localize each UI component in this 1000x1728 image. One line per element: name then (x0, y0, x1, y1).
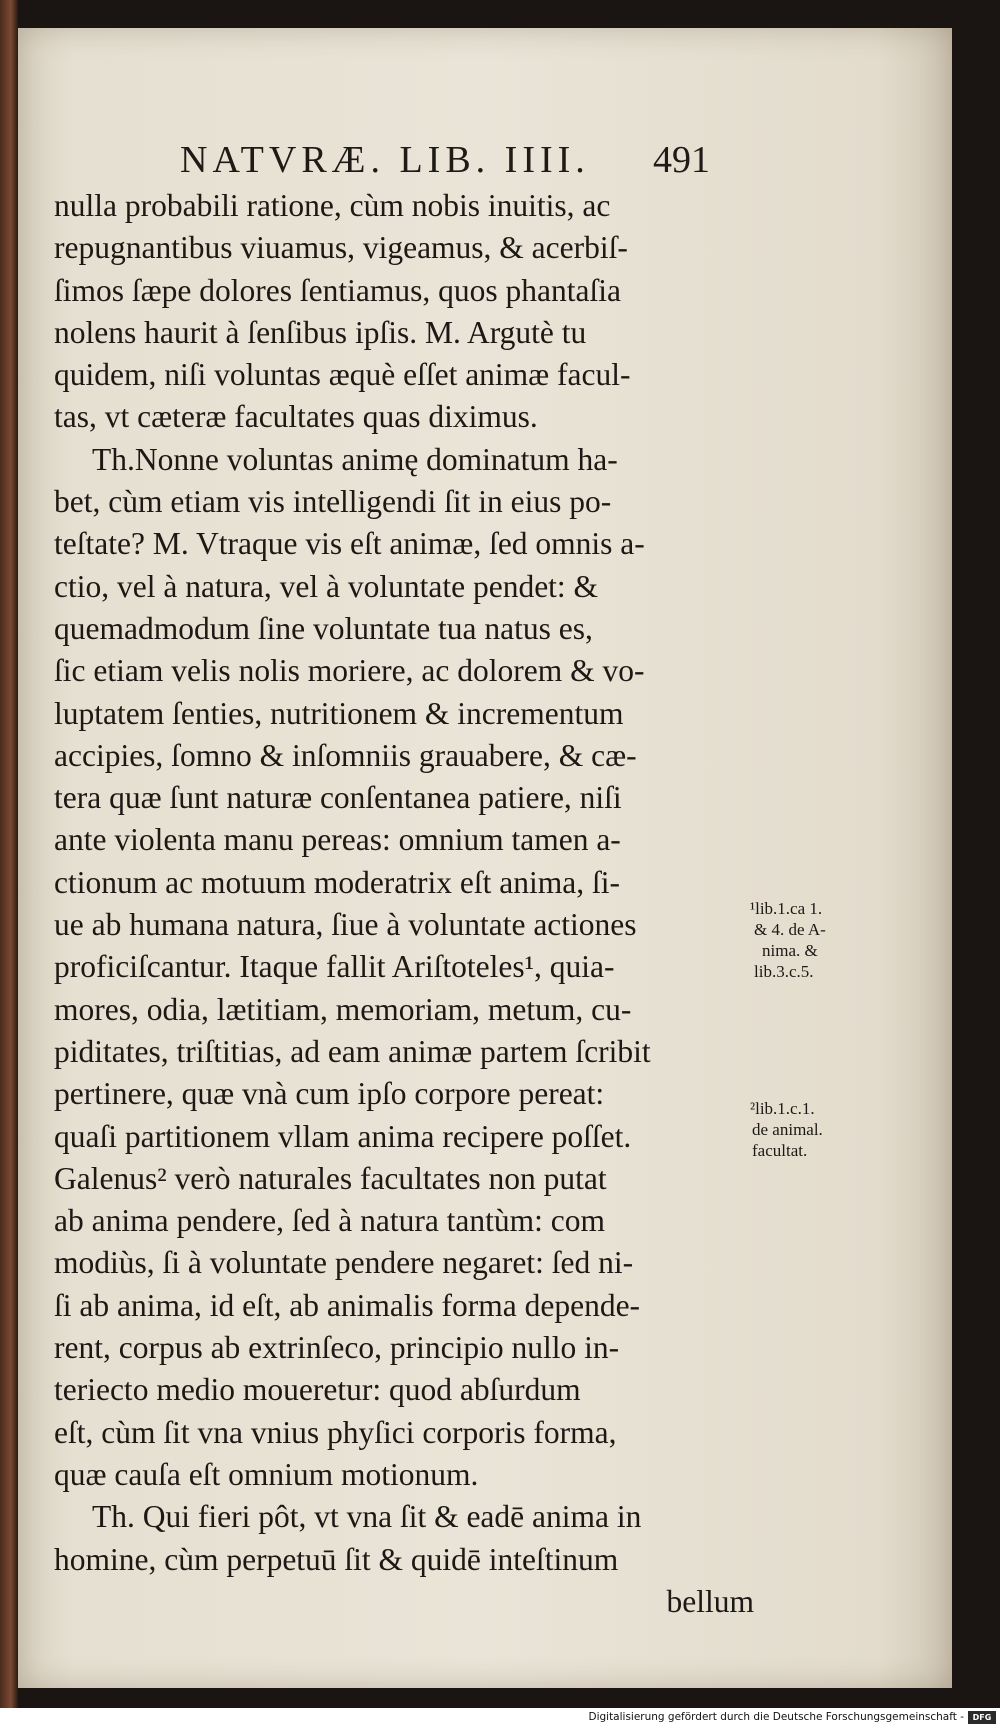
marginal-line: ¹lib.1.ca 1. (750, 899, 823, 918)
book-page (18, 28, 952, 1688)
marginal-line: de animal. (752, 1120, 823, 1139)
text-line: Galenus² verò naturales facultates non putat (54, 1160, 607, 1196)
text-line: rent, corpus ab extrinſeco, principio nullo in- (54, 1330, 620, 1366)
text-line: mores, odia, lætitiam, memoriam, metum, cu- (54, 991, 632, 1027)
book-binding-edge (0, 0, 18, 1708)
text-line: teriecto medio moueretur: quod abſurdum (54, 1372, 581, 1408)
funding-credit: Digitalisierung gefördert durch die Deutsche Forschungsgemeinschaft - (588, 1711, 964, 1723)
text-line: Th.Nonne voluntas animę dominatum ha- (92, 441, 618, 477)
text-line: ctionum ac motuum moderatrix eſt anima, ſi- (54, 864, 620, 900)
marginal-line: & 4. de A- (754, 920, 826, 939)
text-line: quemadmodum ſine voluntate tua natus es, (54, 610, 593, 646)
text-line: proficiſcantur. Itaque fallit Ariſtoteles¹, quia- (54, 949, 615, 985)
marginal-line: nima. & (762, 941, 818, 960)
body-text (54, 185, 754, 1623)
text-line: eſt, cùm ſit vna vnius phyſici corporis forma, (54, 1414, 617, 1450)
catchword: bellum (666, 1583, 754, 1619)
text-line: accipies, ſomno & inſomniis grauabere, & cæ- (54, 737, 637, 773)
text-line: luptatem ſenties, nutritionem & incrementum (54, 695, 624, 731)
marginal-line: ²lib.1.c.1. (750, 1099, 815, 1118)
text-line: ſimos ſæpe dolores ſentiamus, quos phantaſia (54, 272, 621, 308)
text-line: quidem, niſi voluntas æquè eſſet animæ facul- (54, 357, 631, 393)
text-line: teſtate? M. Vtraque vis eſt animæ, ſed omnis a- (54, 526, 645, 562)
text-line: Th. Qui fieri pôt, vt vna ſit & eadē anima in (92, 1499, 642, 1535)
text-line: ctio, vel à natura, vel à voluntate pendet: & (54, 568, 599, 604)
dfg-logo: DFG (968, 1711, 996, 1724)
text-line: ante violenta manu pereas: omnium tamen a- (54, 822, 621, 858)
page-number: 491 (653, 139, 710, 181)
text-line: ue ab humana natura, ſiue à voluntate actiones (54, 907, 637, 943)
text-line: pertinere, quæ vnà cum ipſo corpore pereat: (54, 1076, 605, 1112)
text-line: bet, cùm etiam vis intelligendi ſit in eius po- (54, 484, 612, 520)
running-head-title: NATVRÆ. LIB. IIII. (180, 139, 590, 181)
text-line: ſi ab anima, id eſt, ab animalis forma depende- (54, 1287, 641, 1323)
text-line: ab anima pendere, ſed à natura tantùm: com (54, 1203, 606, 1239)
text-line: quæ cauſa eſt omnium motionum. (54, 1456, 479, 1492)
text-line: modiùs, ſi à voluntate pendere negaret: ſed ni- (54, 1245, 634, 1281)
text-line: tas, vt cæteræ facultates quas diximus. (54, 399, 538, 435)
running-head (18, 138, 952, 188)
marginal-line: lib.3.c.5. (754, 962, 814, 981)
marginal-note-aristotle (750, 898, 950, 982)
marginal-line: facultat. (752, 1141, 808, 1160)
marginal-note-galen (750, 1098, 950, 1161)
text-line: tera quæ ſunt naturæ conſentanea patiere, niſi (54, 780, 622, 816)
text-line: ſic etiam velis nolis moriere, ac dolorem & vo- (54, 653, 645, 689)
text-line: homine, cùm perpetuū ſit & quidē inteſtinum (54, 1541, 619, 1577)
text-line: nulla probabili ratione, cùm nobis inuitis, ac (54, 188, 611, 223)
text-line: piditates, triſtitias, ad eam animæ partem ſcribit (54, 1033, 651, 1069)
text-line: quaſi partitionem vllam anima recipere poſſet. (54, 1118, 632, 1154)
footer-bar (0, 1708, 1000, 1728)
text-line: nolens haurit à ſenſibus ipſis. M. Argutè tu (54, 314, 587, 350)
text-line: repugnantibus viuamus, vigeamus, & acerbiſ- (54, 230, 628, 266)
